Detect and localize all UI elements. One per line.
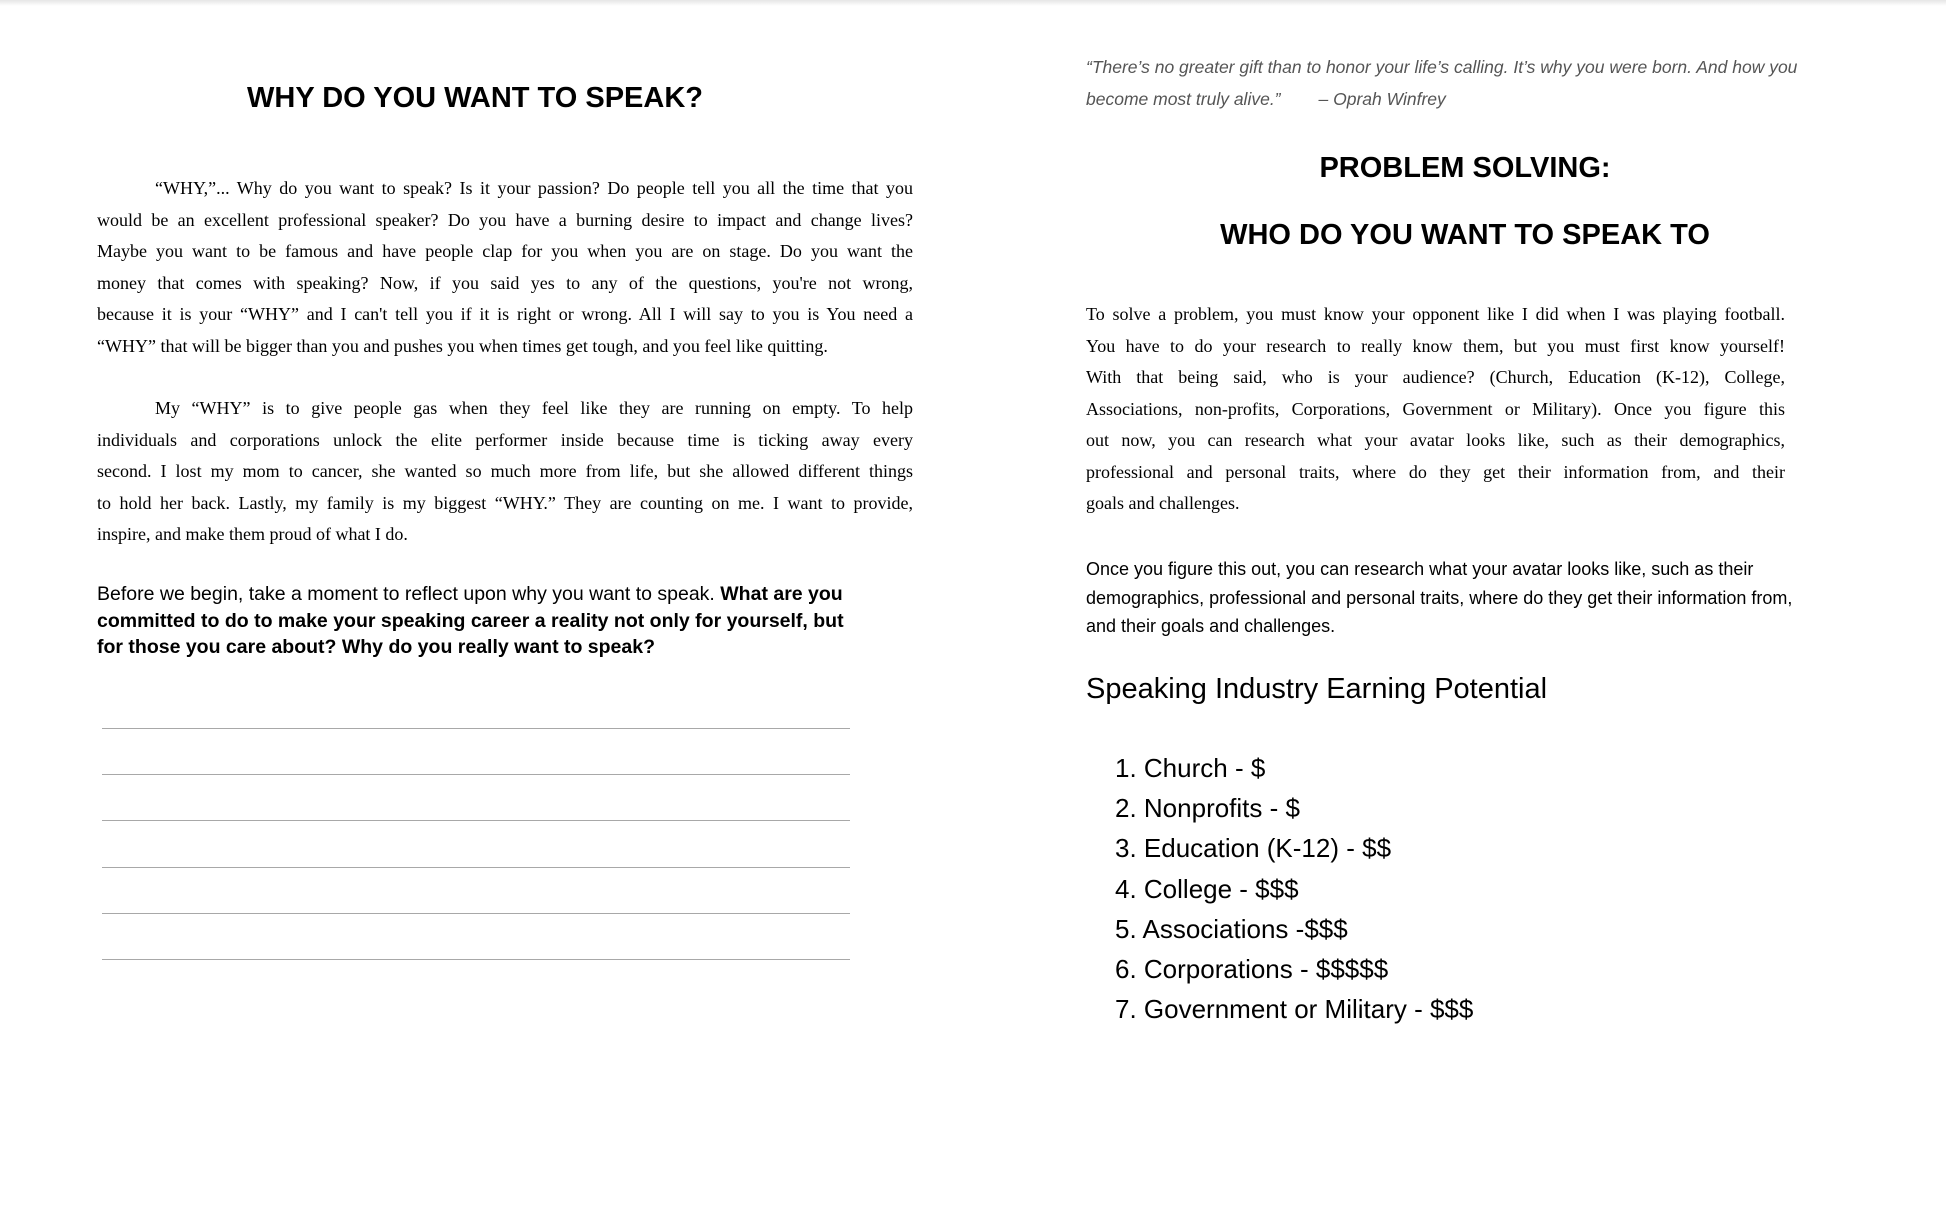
earning-list-item: 7. Government or Military - $$$ [1115, 994, 1474, 1025]
text-line: Associations, non-profits, Corporations, Government or Military). Once you figure this [1086, 398, 1785, 419]
text-line: would be an excellent professional speaker? Do you have a burning desire to impact and change lives? [97, 209, 913, 230]
text-line: individuals and corporations unlock the elite performer inside because time is ticking away every [97, 429, 913, 450]
writing-line[interactable] [102, 820, 850, 821]
who-to-speak-heading: WHO DO YOU WANT TO SPEAK TO [1220, 219, 1710, 251]
text-line: Maybe you want to be famous and have people clap for you when you are on stage. Do you want the [97, 241, 913, 261]
text-line: You have to do your research to really know them, but you must first know yourself! [1086, 335, 1785, 356]
left-page-heading: WHY DO YOU WANT TO SPEAK? [247, 82, 703, 114]
text-line: money that comes with speaking? Now, if you said yes to any of the questions, you're not wrong, [97, 272, 913, 293]
earning-potential-list [1115, 748, 1473, 1029]
earning-list-item: 3. Education (K-12) - $$ [1115, 833, 1392, 864]
window-top-edge [0, 0, 1946, 6]
writing-line[interactable] [102, 913, 850, 914]
reflection-prompt [97, 581, 857, 661]
oprah-quote [1086, 51, 1846, 115]
writing-line[interactable] [102, 867, 850, 868]
text-line: “WHY” that will be bigger than you and pushes you when times get tough, and you feel like quitting. [97, 335, 828, 356]
writing-line[interactable] [102, 728, 850, 729]
text-line: because it is your “WHY” and I can't tell you if it is right or wrong. All I will say to you is You need a [97, 304, 913, 324]
avatar-paragraph: Once you figure this out, you can research what your avatar looks like, such as their demographics, professional and personal traits, where do they get their information from, and their goals and challenges. [1086, 559, 1793, 636]
text-line: professional and personal traits, where do they get their information from, and their [1086, 461, 1785, 482]
earning-list-item: 2. Nonprofits - $ [1115, 793, 1300, 824]
writing-line[interactable] [102, 959, 850, 960]
quote-line-2 [1086, 83, 1846, 115]
earning-potential-heading: Speaking Industry Earning Potential [1086, 673, 1548, 705]
why-paragraph-2 [97, 393, 913, 551]
text-line: To solve a problem, you must know your opponent like I did when I was playing football. [1086, 304, 1785, 324]
writing-line[interactable] [102, 774, 850, 775]
problem-solving-paragraph [1086, 299, 1785, 520]
earning-list-item: 6. Corporations - $$$$$ [1115, 954, 1389, 985]
text-line: inspire, and make them proud of what I do. [97, 524, 408, 544]
why-paragraph-1 [97, 173, 913, 362]
quote-line-1: “There’s no greater gift than to honor your life’s calling. It’s why you were born. And how you [1086, 57, 1798, 77]
quote-text-end: become most truly alive.” [1086, 89, 1281, 109]
prompt-intro: Before we begin, take a moment to reflect upon why you want to speak. [97, 583, 721, 605]
text-line: to hold her back. Lastly, my family is my biggest “WHY.” They are counting on me. I want to provide, [97, 492, 913, 513]
text-line: second. I lost my mom to cancer, she wanted so much more from life, but she allowed different things [97, 461, 913, 481]
problem-solving-heading: PROBLEM SOLVING: [1319, 152, 1611, 184]
prompt-question: What are you committed to do to make your speaking career a reality not only for yourself, but for those you care about? Why do you really want to speak? [97, 583, 844, 659]
text-line: out now, you can research what your avatar looks like, such as their demographics, [1086, 430, 1785, 450]
text-line: goals and challenges. [1086, 493, 1240, 513]
quote-author: – Oprah Winfrey [1318, 89, 1446, 109]
text-line: My “WHY” is to give people gas when they feel like they are running on empty. To help [155, 398, 913, 418]
earning-list-item: 4. College - $$$ [1115, 873, 1299, 904]
earning-list-item: 1. Church - $ [1115, 753, 1266, 783]
earning-list-item: 5. Associations -$$$ [1115, 913, 1348, 944]
text-line: With that being said, who is your audience? (Church, Education (K-12), College, [1086, 367, 1785, 387]
text-line: “WHY,”... Why do you want to speak? Is it your passion? Do people tell you all the time that you [155, 178, 913, 198]
